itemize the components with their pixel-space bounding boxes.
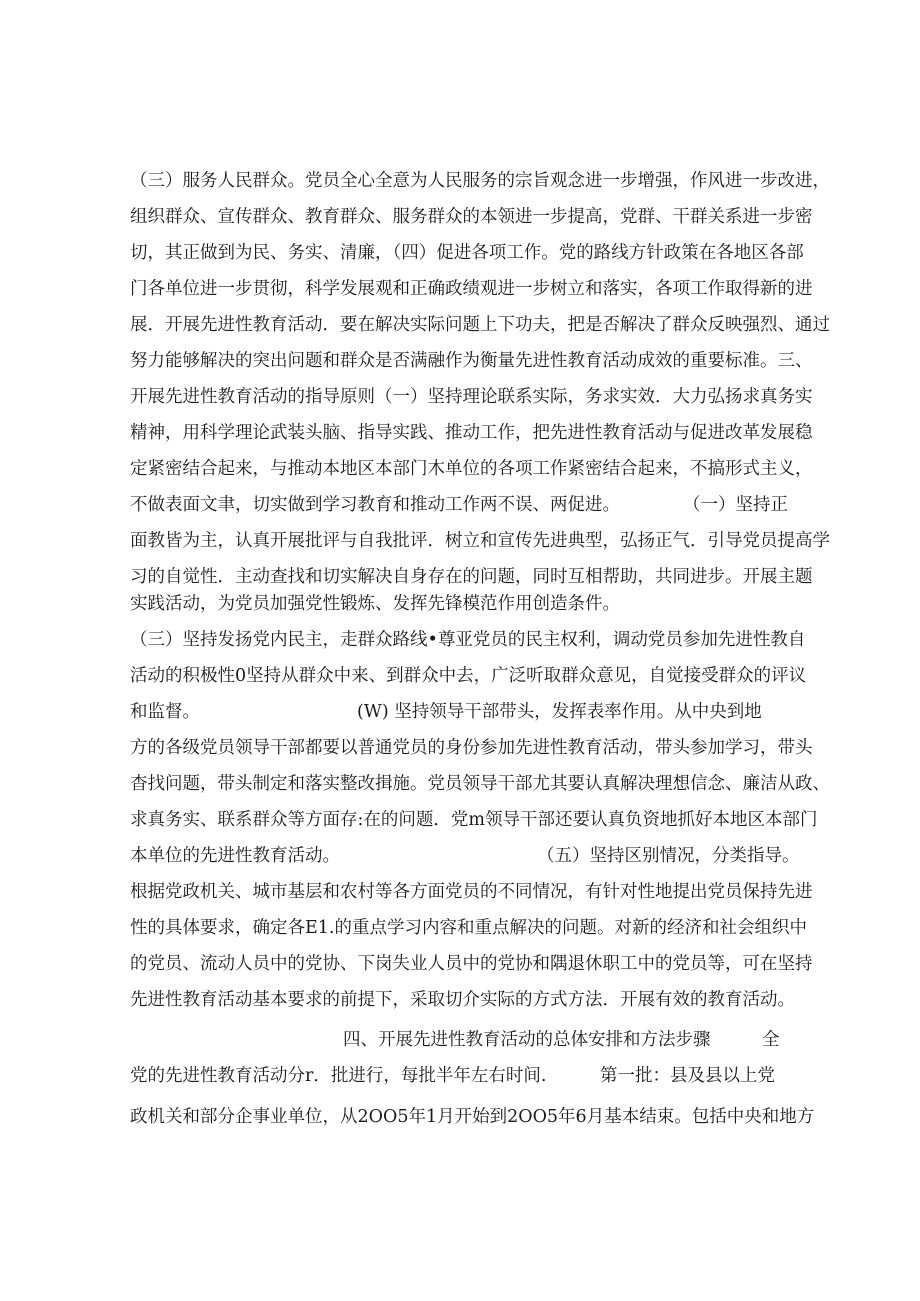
text-line: 面教皆为主，认真开展批评与自我批评．树立和宣传先进典型，弘扬正气．引导党员提高学 bbox=[130, 531, 830, 551]
text-line: 努力能够解决的突出问题和群众是否满融作为衡量先进性教育活动成效的重要标准。三、 bbox=[130, 351, 813, 371]
text-segment: 不做表面文聿，切实做到学习教育和推动工作两不误、两促进。 bbox=[130, 495, 620, 515]
text-line: 政机关和部分企事业单位，从2OO5年1月开始到2OO5年6月基本结束。包括中央和地方 bbox=[130, 1107, 815, 1127]
text-line: 定紧密结合起来，与推动本地区本部门木单位的各项工作紧密结合起来，不搞形式主义， bbox=[130, 459, 813, 479]
text-line: 方的各级党员领导干部都要以普通党员的身份参加先进性教育活动，带头参加学习，带头 bbox=[130, 738, 813, 758]
text-line: 切，其正做到为民、务实、清廉，（四）促进各项工作。党的路线方针政策在各地区各部 bbox=[130, 243, 804, 263]
text-line: 先进性教育活动基本要求的前提下，采取切介实际的方式方法．开展有效的教育活动。 bbox=[130, 990, 795, 1010]
section-heading-line bbox=[130, 1028, 785, 1052]
text-segment: 和监督。 bbox=[130, 702, 200, 722]
text-line: 展．开展先进性教育活动．要在解决实际问题上下功夫，把是否解决了群众反映强烈、通过 bbox=[130, 315, 830, 335]
text-segment: 本单位的先进性教育活动。 bbox=[130, 846, 340, 866]
text-line: 门各单位进一步贯彻，科学发展观和正确政绩观进一步树立和落实，各项工作取得新的进 bbox=[130, 279, 813, 299]
section-heading: 四、开展先进性教育活动的总体安排和方法步骤 bbox=[343, 1030, 711, 1050]
text-line: 性的具体要求，确定各E1.的重点学习内容和重点解决的问题。对新的经济和社会组织中 bbox=[130, 918, 807, 938]
text-line bbox=[130, 700, 785, 724]
text-segment: (W) 坚持领导干部带头，发挥表率作用。从中央到地 bbox=[357, 702, 762, 722]
text-line: 开展先进性教育活动的指导原则（一）坚持理论联系实际，务求实效．大力弘扬求真务实 bbox=[130, 387, 813, 407]
text-segment: 党的先进性教育活动分r．批进行，每批半年左右时间. bbox=[130, 1066, 547, 1086]
text-segment: 全 bbox=[762, 1030, 780, 1050]
text-segment: （五）坚持区别情况，分类指导。 bbox=[537, 846, 800, 866]
text-line: 实践活动，为党员加强党性锻炼、发挥先锋模范作用创造条件。 bbox=[130, 594, 620, 614]
text-line: 精神，用科学理论武装头脑、指导实践、推动工作，把先进性教育活动与促进改革发展稳 bbox=[130, 423, 813, 443]
text-line: 的党员、流动人员中的党协、下岗失业人员中的党协和隅退休职工中的党员等，可在坚持 bbox=[130, 954, 813, 974]
text-line: 根据党政机关、城市基层和农村等各方面党员的不同情况，有针对性地提出党员保持先进 bbox=[130, 882, 813, 902]
text-line: 活动的积极性0坚持从群众中来、到群众中去，广泛听取群众意见，自觉接受群众的评议 bbox=[130, 666, 807, 686]
text-line bbox=[130, 1064, 785, 1088]
text-segment: （一）坚持正 bbox=[683, 495, 788, 515]
text-line bbox=[130, 844, 800, 868]
text-line: （三）坚持发扬党内民主，走群众路线•尊亚党员的民主权利，调动党员参加先进性教自 bbox=[130, 630, 806, 650]
text-line: 习的自觉性．主动查找和切实解决自身存在的问题，同时互相帮助，共同进步。开展主题 bbox=[130, 567, 813, 587]
text-line: 组织群众、宣传群众、教育群众、服务群众的本领进一步提高，党群、干群关系进一步密 bbox=[130, 207, 813, 227]
text-line: 杳找问题，带头制定和落实整改揖施。党员领导干部尤其要认真解决理想信念、廉洁从政、 bbox=[130, 774, 830, 794]
text-line bbox=[130, 493, 788, 517]
text-segment: 第一批：县及县以上党 bbox=[600, 1066, 775, 1086]
text-line: （三）服务人民群众。党员全心全意为人民服务的宗旨观念进一步增强，作风进一步改进， bbox=[130, 171, 830, 191]
text-line: 求真务实、联系群众等方面存:在的问题．党m领导干部还要认真负资地抓好本地区本部门 bbox=[130, 810, 818, 830]
